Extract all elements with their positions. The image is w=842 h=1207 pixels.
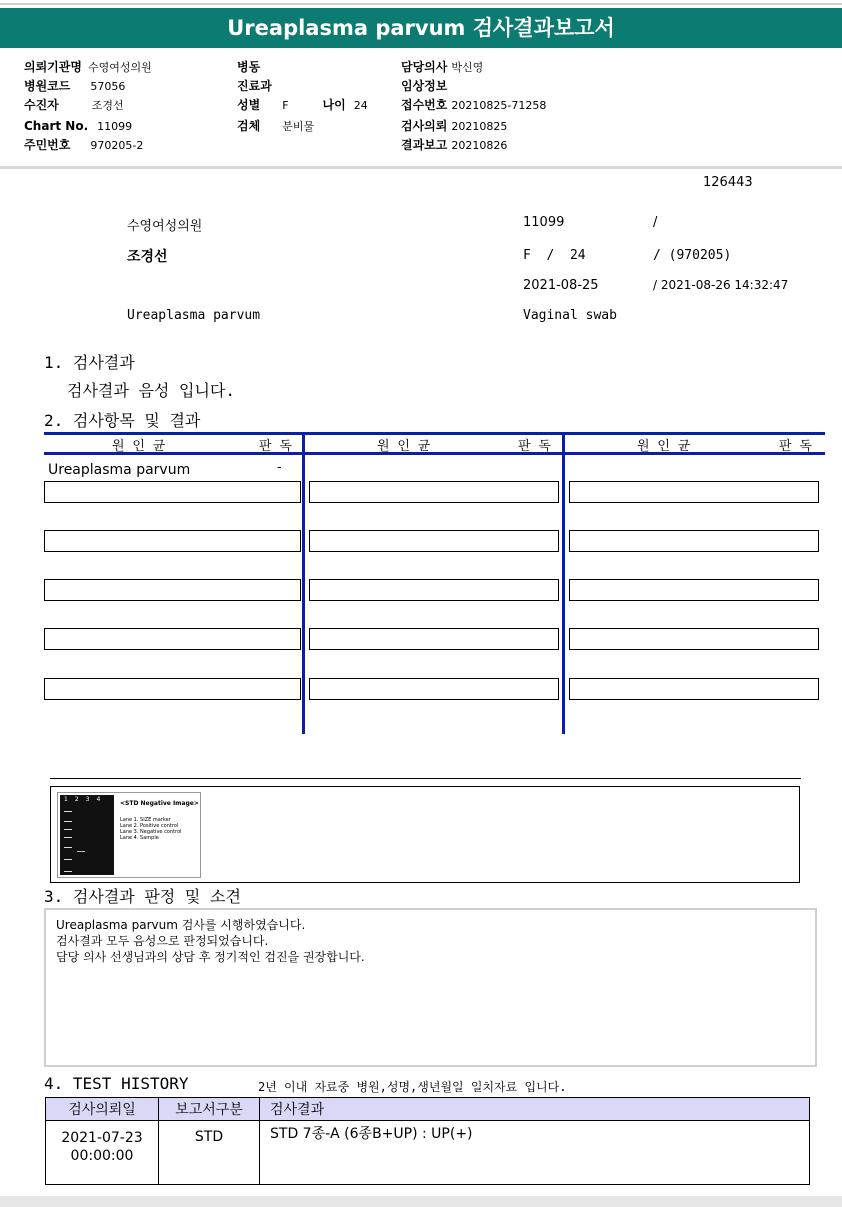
request-label: 검사의뢰 [401,119,448,133]
history-row [46,1121,810,1185]
col3-pathogen-header: 원 인 균 [637,439,691,454]
history-header-type: 보고서구분 [159,1098,260,1121]
section4-note: 2년 이내 자료중 병원,성명,생년월일 일치자료 입니다. [258,1080,567,1094]
age-label: 나이 [322,98,346,112]
header-left [24,56,152,153]
gel-image-frame [50,786,800,883]
result-table-divider-2 [562,432,565,734]
row1-pathogen: Ureaplasma parvum [48,462,191,478]
header-middle [237,56,368,134]
result-box-r1-c1 [44,481,301,503]
gel-image [57,792,201,878]
result-box-r5-c2 [309,678,559,700]
history-date-cell [46,1121,159,1185]
comment-line-3: 담당 의사 선생님과의 상담 후 정기적인 검진을 권장합니다. [56,950,365,964]
result-box-r1-c3 [569,481,819,503]
gel-lane-numbers: 1234 [64,796,108,803]
info-slash: / [653,215,658,230]
gel-photo [60,795,114,875]
doctor-value: 박신영 [451,61,484,74]
top-border [0,3,842,5]
ward-label: 병동 [237,60,261,74]
comment-line-1: Ureaplasma parvum 검사를 시행하였습니다. [56,918,306,932]
result-box-r3-c3 [569,579,819,601]
id-value: 970205-2 [90,139,144,152]
info-patient: 조경선 [127,249,168,265]
hospital-code-label: 병원코드 [24,79,71,93]
col1-pathogen-header: 원 인 균 [112,439,166,454]
receipt-value: 20210825-71258 [451,99,547,112]
gel-legend: Lane 1. SIZE marker Lane 2. Positive control Lane 3. Negative control Lane 4. Sample [120,817,182,841]
info-sex-age: F / 24 [523,248,586,263]
institution-label: 의뢰기관명 [24,60,82,74]
patient-value: 조경선 [91,99,124,112]
gel-caption: <STD Negative Image> [120,800,199,807]
result-box-r3-c2 [309,579,559,601]
col2-pathogen-header: 원 인 균 [377,439,431,454]
age-value: 24 [353,99,368,112]
report-label: 결과보고 [401,138,448,152]
history-table [45,1097,810,1185]
result-box-r2-c2 [309,530,559,552]
section1-text: 검사결과 음성 입니다. [67,381,236,400]
history-date: 2021-07-23 [61,1130,143,1146]
comment-box [44,908,817,1067]
info-specimen: Vaginal swab [523,308,617,323]
chart-value: 11099 [97,120,133,133]
header-divider [0,166,842,169]
bottom-bar [0,1196,842,1207]
report-code: 126443 [703,175,753,190]
result-box-r5-c1 [44,678,301,700]
section4-title: 4. TEST HISTORY [44,1074,189,1093]
institution-value: 수영여성의원 [87,61,152,74]
result-box-r4-c1 [44,628,301,650]
info-receipt-date: 2021-08-25 [523,278,599,293]
result-box-r5-c3 [569,678,819,700]
result-box-r4-c2 [309,628,559,650]
col3-judgement-header: 판 독 [779,439,812,454]
result-table-divider-1 [302,432,305,734]
specimen-label: 검체 [237,119,261,133]
sex-label: 성별 [237,98,261,112]
gel-top-rule [50,778,801,779]
dept-label: 진료과 [237,79,272,93]
row1-result: - [277,460,282,475]
col1-judgement-header: 판 독 [259,439,292,454]
chart-label: Chart No. [24,119,89,133]
history-result: STD 7종-A (6종B+UP) : UP(+) [260,1121,810,1185]
section2-title: 2. 검사항목 및 결과 [44,411,201,430]
section3-title: 3. 검사결과 판정 및 소견 [44,887,241,906]
doctor-label: 담당의사 [401,60,448,74]
id-label: 주민번호 [24,138,71,152]
result-box-r1-c2 [309,481,559,503]
info-report-date: / 2021-08-26 14:32:47 [653,278,789,292]
result-box-r4-c3 [569,628,819,650]
request-value: 20210825 [451,120,508,133]
result-box-r3-c1 [44,579,301,601]
info-institution: 수영여성의원 [127,219,203,234]
hospital-code-value: 57056 [90,80,126,93]
section1-title: 1. 검사결과 [44,353,135,372]
clinical-label: 임상정보 [401,79,448,93]
result-box-r2-c3 [569,530,819,552]
col2-judgement-header: 판 독 [518,439,551,454]
history-time: 00:00:00 [70,1148,134,1164]
history-header-result: 검사결과 [260,1098,810,1121]
history-type: STD [159,1121,260,1185]
info-chart: 11099 [523,215,565,230]
report-title: Ureaplasma parvum 검사결과보고서 [0,8,842,48]
receipt-label: 접수번호 [401,98,448,112]
info-birth: / (970205) [653,248,732,263]
sex-value: F [282,99,289,112]
history-header-date: 검사의뢰일 [46,1098,159,1121]
specimen-value: 분비물 [282,120,315,133]
report-value: 20210826 [451,139,508,152]
result-box-r2-c1 [44,530,301,552]
comment-line-2: 검사결과 모두 음성으로 판정되었습니다. [56,934,269,948]
info-test-name: Ureaplasma parvum [127,308,261,323]
header-right [401,56,546,153]
patient-label: 수진자 [24,98,59,112]
history-header-row [46,1098,810,1121]
